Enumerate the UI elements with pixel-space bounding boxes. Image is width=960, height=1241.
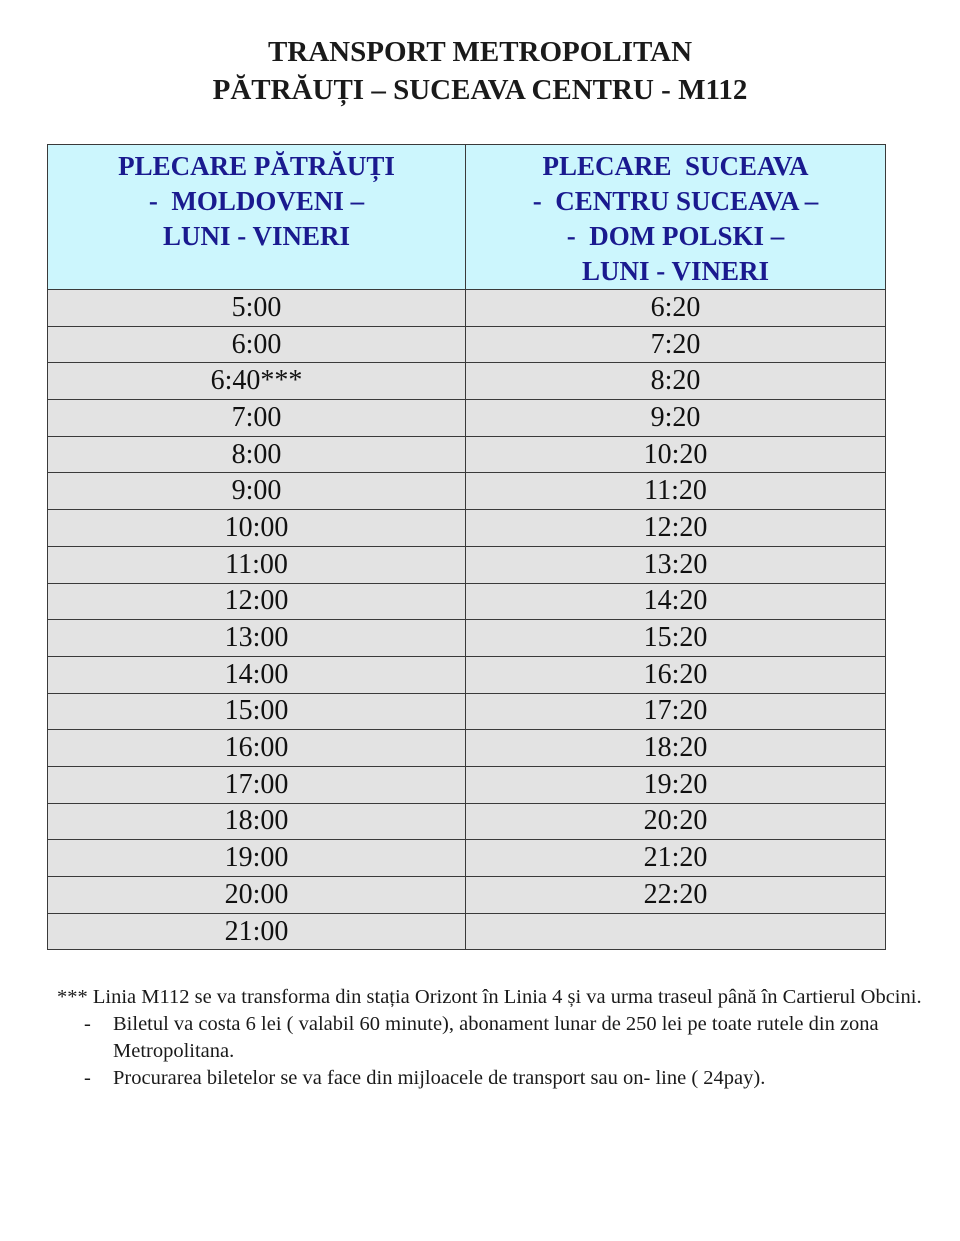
header-row bbox=[48, 145, 886, 290]
departure-time-suceava: 8:20 bbox=[466, 363, 886, 400]
table-row bbox=[48, 290, 886, 327]
table-row bbox=[48, 913, 886, 950]
document-title: TRANSPORT METROPOLITAN bbox=[267, 36, 693, 68]
departure-time-patrauti: 11:00 bbox=[48, 546, 466, 583]
departure-time-patrauti: 13:00 bbox=[48, 620, 466, 657]
departure-time-patrauti: 14:00 bbox=[48, 656, 466, 693]
departure-time-suceava: 11:20 bbox=[466, 473, 886, 510]
departure-time-suceava: 19:20 bbox=[466, 766, 886, 803]
departure-time-suceava: 15:20 bbox=[466, 620, 886, 657]
table-row bbox=[48, 840, 886, 877]
header-line: PLECARE PĂTRĂUȚI bbox=[118, 151, 395, 181]
ticket-purchase-note: Procurarea biletelor se va face din mijloacele de transport sau on- line ( 24pay). bbox=[113, 1067, 766, 1089]
table-row bbox=[48, 363, 886, 400]
table-row bbox=[48, 326, 886, 363]
departure-time-suceava: 17:20 bbox=[466, 693, 886, 730]
table-row bbox=[48, 473, 886, 510]
departure-time-suceava bbox=[466, 913, 886, 950]
header-line: - CENTRU SUCEAVA – bbox=[532, 186, 819, 216]
header-line: PLECARE SUCEAVA bbox=[542, 151, 809, 181]
departure-time-suceava: 9:20 bbox=[466, 400, 886, 437]
departure-time-patrauti: 18:00 bbox=[48, 803, 466, 840]
departure-time-patrauti: 17:00 bbox=[48, 766, 466, 803]
header-line: LUNI - VINERI bbox=[581, 256, 770, 286]
header-line: - MOLDOVENI – bbox=[148, 186, 365, 216]
departure-time-patrauti: 16:00 bbox=[48, 730, 466, 767]
schedule-table bbox=[47, 144, 886, 950]
departure-time-patrauti: 8:00 bbox=[48, 436, 466, 473]
departure-time-patrauti: 15:00 bbox=[48, 693, 466, 730]
departure-time-patrauti: 7:00 bbox=[48, 400, 466, 437]
departure-time-patrauti: 21:00 bbox=[48, 913, 466, 950]
departure-time-patrauti: 6:00 bbox=[48, 326, 466, 363]
departure-time-patrauti: 6:40*** bbox=[48, 363, 466, 400]
table-row bbox=[48, 656, 886, 693]
table-row bbox=[48, 693, 886, 730]
bullet-dash: - bbox=[84, 1067, 91, 1089]
route-title: PĂTRĂUȚI – SUCEAVA CENTRU - M112 bbox=[212, 74, 748, 106]
header-patrauti bbox=[48, 145, 466, 290]
header-suceava bbox=[466, 145, 886, 290]
list-item bbox=[57, 1011, 927, 1065]
departure-time-patrauti: 20:00 bbox=[48, 877, 466, 914]
departure-time-suceava: 20:20 bbox=[466, 803, 886, 840]
table-row bbox=[48, 766, 886, 803]
bullet-dash: - bbox=[84, 1013, 91, 1035]
table-row bbox=[48, 546, 886, 583]
table-row bbox=[48, 730, 886, 767]
departure-time-suceava: 7:20 bbox=[466, 326, 886, 363]
table-row bbox=[48, 510, 886, 547]
ticket-price-note: Biletul va costa 6 lei ( valabil 60 minute), abonament lunar de 250 lei pe toate rutele din zona Metropolitana. bbox=[113, 1013, 879, 1062]
footnote: *** Linia M112 se va transforma din stația Orizont în Linia 4 și va urma traseul până în Cartierul Obcini. bbox=[57, 986, 922, 1008]
departure-time-patrauti: 10:00 bbox=[48, 510, 466, 547]
departure-time-suceava: 21:20 bbox=[466, 840, 886, 877]
table-row bbox=[48, 436, 886, 473]
table-row bbox=[48, 877, 886, 914]
header-line: LUNI - VINERI bbox=[162, 221, 351, 251]
departure-time-suceava: 12:20 bbox=[466, 510, 886, 547]
departure-time-patrauti: 9:00 bbox=[48, 473, 466, 510]
table-row bbox=[48, 803, 886, 840]
departure-time-patrauti: 19:00 bbox=[48, 840, 466, 877]
departure-time-suceava: 13:20 bbox=[466, 546, 886, 583]
list-item bbox=[57, 1065, 927, 1092]
notes-list bbox=[57, 1011, 927, 1092]
table-row bbox=[48, 400, 886, 437]
departure-time-suceava: 18:20 bbox=[466, 730, 886, 767]
header-line: - DOM POLSKI – bbox=[566, 221, 785, 251]
departure-time-suceava: 16:20 bbox=[466, 656, 886, 693]
departure-time-suceava: 22:20 bbox=[466, 877, 886, 914]
departure-time-suceava: 14:20 bbox=[466, 583, 886, 620]
departure-time-suceava: 10:20 bbox=[466, 436, 886, 473]
notes-section bbox=[57, 984, 927, 1092]
departure-time-patrauti: 5:00 bbox=[48, 290, 466, 327]
table-row bbox=[48, 583, 886, 620]
departure-time-suceava: 6:20 bbox=[466, 290, 886, 327]
departure-time-patrauti: 12:00 bbox=[48, 583, 466, 620]
table-row bbox=[48, 620, 886, 657]
